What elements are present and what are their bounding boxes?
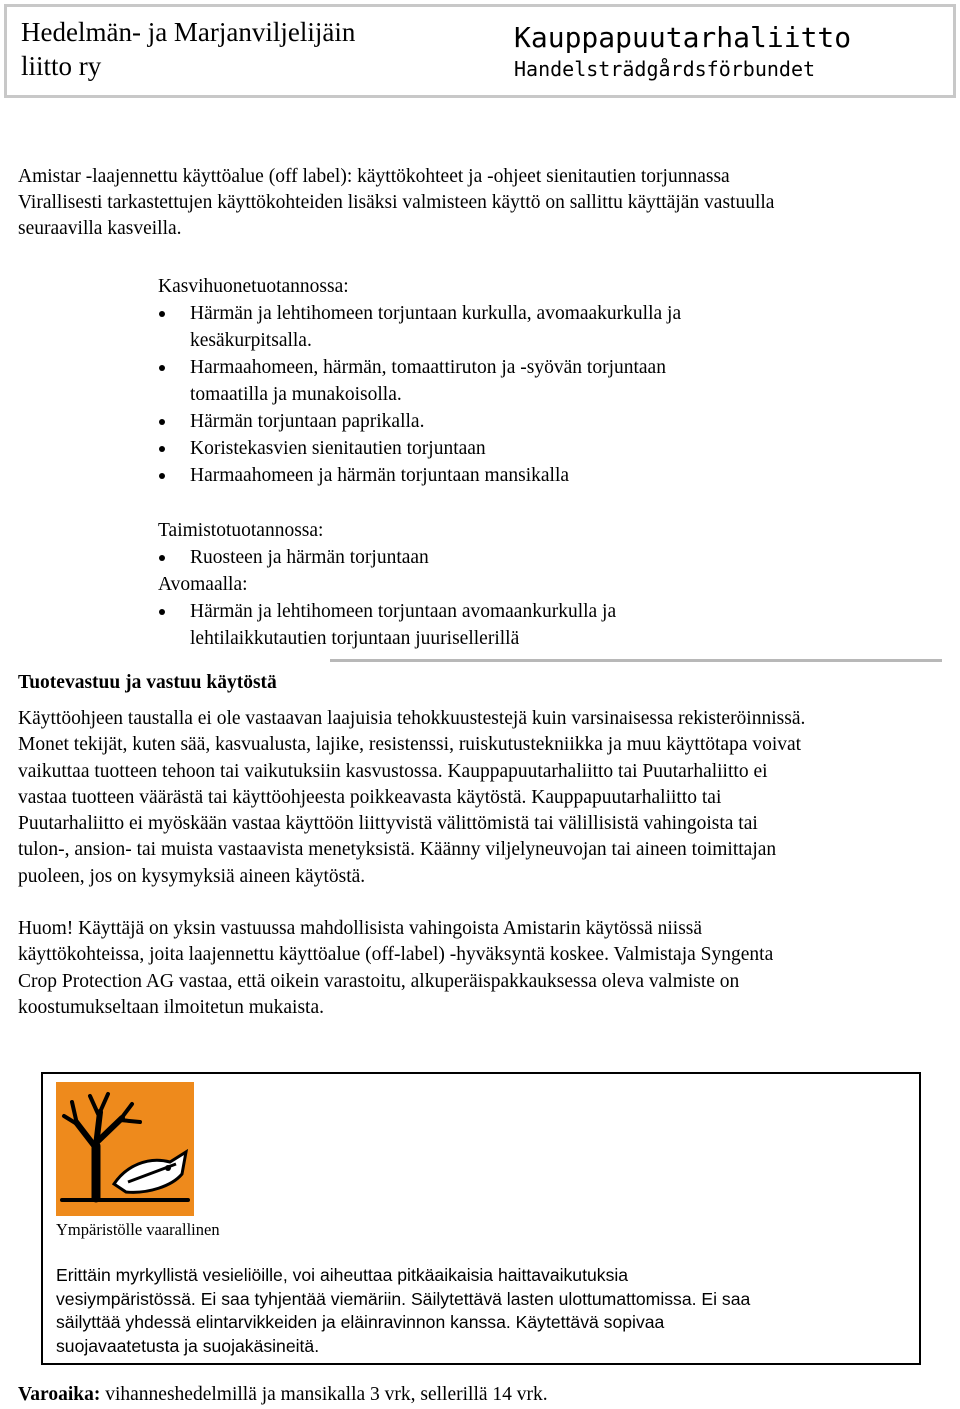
hazard-text: Erittäin myrkyllistä vesieliöille, voi aiheuttaa pitkäaikaisia haittavaikutuksia vesiympäristössä. Ei saa tyhjentää viemäriin. Säilytettävä lasten ulottumattomissa. Ei saa säilyttää yhdessä elintarvikkeiden ja eläinravinnon kanssa. Käytettävä sopivaa suojavaatetusta ja suojakäsineitä.	[56, 1265, 751, 1356]
environment-hazard-icon	[56, 1082, 194, 1216]
list-item: Ruosteen ja härmän torjuntaan	[158, 544, 616, 571]
org-subtitle: Handelsträdgårdsförbundet	[514, 57, 816, 81]
section-title: Avomaalla:	[158, 574, 248, 595]
greenhouse-section	[158, 273, 681, 489]
section-title: Kasvihuonetuotannossa:	[158, 276, 349, 297]
disclaimer-paragraph: Huom! Käyttäjä on yksin vastuussa mahdollisista vahingoista Amistarin käytössä niissä käyttökohteissa, joita laajennettu käyttöalue (off-label) -hyväksyntä koskee. Valmistaja Syngenta Crop Protection AG vastaa, että oikein varastoitu, alkuperäispakkauksessa oleva valmiste on koostumukseltaan ilmoitetun mukaista.	[18, 918, 774, 1018]
bullet-icon	[159, 473, 165, 479]
intro-text: Amistar -laajennettu käyttöalue (off label): käyttökohteet ja -ohjeet sienitautien torjunnassa Virallisesti tarkastettujen käyttökohteiden lisäksi valmisteen käyttö on sallittu käyttäjän vastuulla seuraavilla kasveilla.	[18, 166, 775, 239]
list-item: Härmän ja lehtihomeen torjuntaan kurkulla, avomaakurkulla ja kesäkurpitsalla.	[158, 300, 681, 354]
bullet-icon	[159, 609, 165, 615]
section-title: Taimistotuotannossa:	[158, 520, 324, 541]
bullet-icon	[159, 365, 165, 371]
withdrawal-period	[18, 1382, 548, 1408]
list-item: Harmaahomeen ja härmän torjuntaan mansikalla	[158, 462, 681, 489]
bullet-list	[158, 300, 681, 489]
list-item: Harmaahomeen, härmän, tomaattiruton ja -syövän torjuntaan tomaatilla ja munakoisolla.	[158, 354, 681, 408]
hazard-box	[41, 1072, 921, 1365]
list-item: Koristekasvien sienitautien torjuntaan	[158, 435, 681, 462]
letterhead	[4, 4, 956, 98]
bullet-icon	[159, 446, 165, 452]
bullet-icon	[159, 419, 165, 425]
nursery-section	[158, 517, 616, 652]
list-item: Härmän ja lehtihomeen torjuntaan avomaankurkulla ja lehtilaikkutautien torjuntaan juurisellerillä	[158, 598, 616, 652]
org-title: Kauppapuutarhaliitto	[514, 21, 852, 54]
withdrawal-text: vihanneshedelmillä ja mansikalla 3 vrk, sellerillä 14 vrk.	[100, 1384, 548, 1405]
bullet-list	[158, 544, 616, 571]
list-item: Härmän torjuntaan paprikalla.	[158, 408, 681, 435]
liability-heading: Tuotevastuu ja vastuu käytöstä	[18, 672, 277, 693]
hazard-label: Ympäristölle vaarallinen	[56, 1220, 220, 1239]
liability-paragraph: Käyttöohjeen taustalla ei ole vastaavan laajuisia tehokkuustestejä kuin varsinaisessa rekisteröinnissä. Monet tekijät, kuten sää, kasvualusta, lajike, resistenssi, ruiskutustekniikka ja muu käyttötapa voivat vaikuttaa tuotteen tehoon tai vaikutuksiin kasvustossa. Kauppapuutarhaliitto tai Puutarhaliitto ei vastaa tuotteen väärästä tai käyttöohjeesta poikkeavasta käytöstä. Kauppapuutarhaliitto tai Puutarhaliitto ei myöskään vastaa käyttöön liittyvistä välittömistä tai välillisistä vahingoista tai tulon-, ansion- tai muista vastaavista menetyksistä. Käänny viljelyneuvojan tai aineen toimittajan puoleen, jos on kysymyksiä aineen käytöstä.	[18, 708, 806, 887]
bullet-icon	[159, 555, 165, 561]
org-name-right	[514, 21, 851, 81]
org-name-left: Hedelmän- ja Marjanviljelijäin liitto ry	[21, 17, 356, 81]
divider	[330, 659, 942, 662]
bullet-list	[158, 598, 616, 652]
bullet-icon	[159, 311, 165, 317]
withdrawal-label: Varoaika:	[18, 1384, 101, 1405]
